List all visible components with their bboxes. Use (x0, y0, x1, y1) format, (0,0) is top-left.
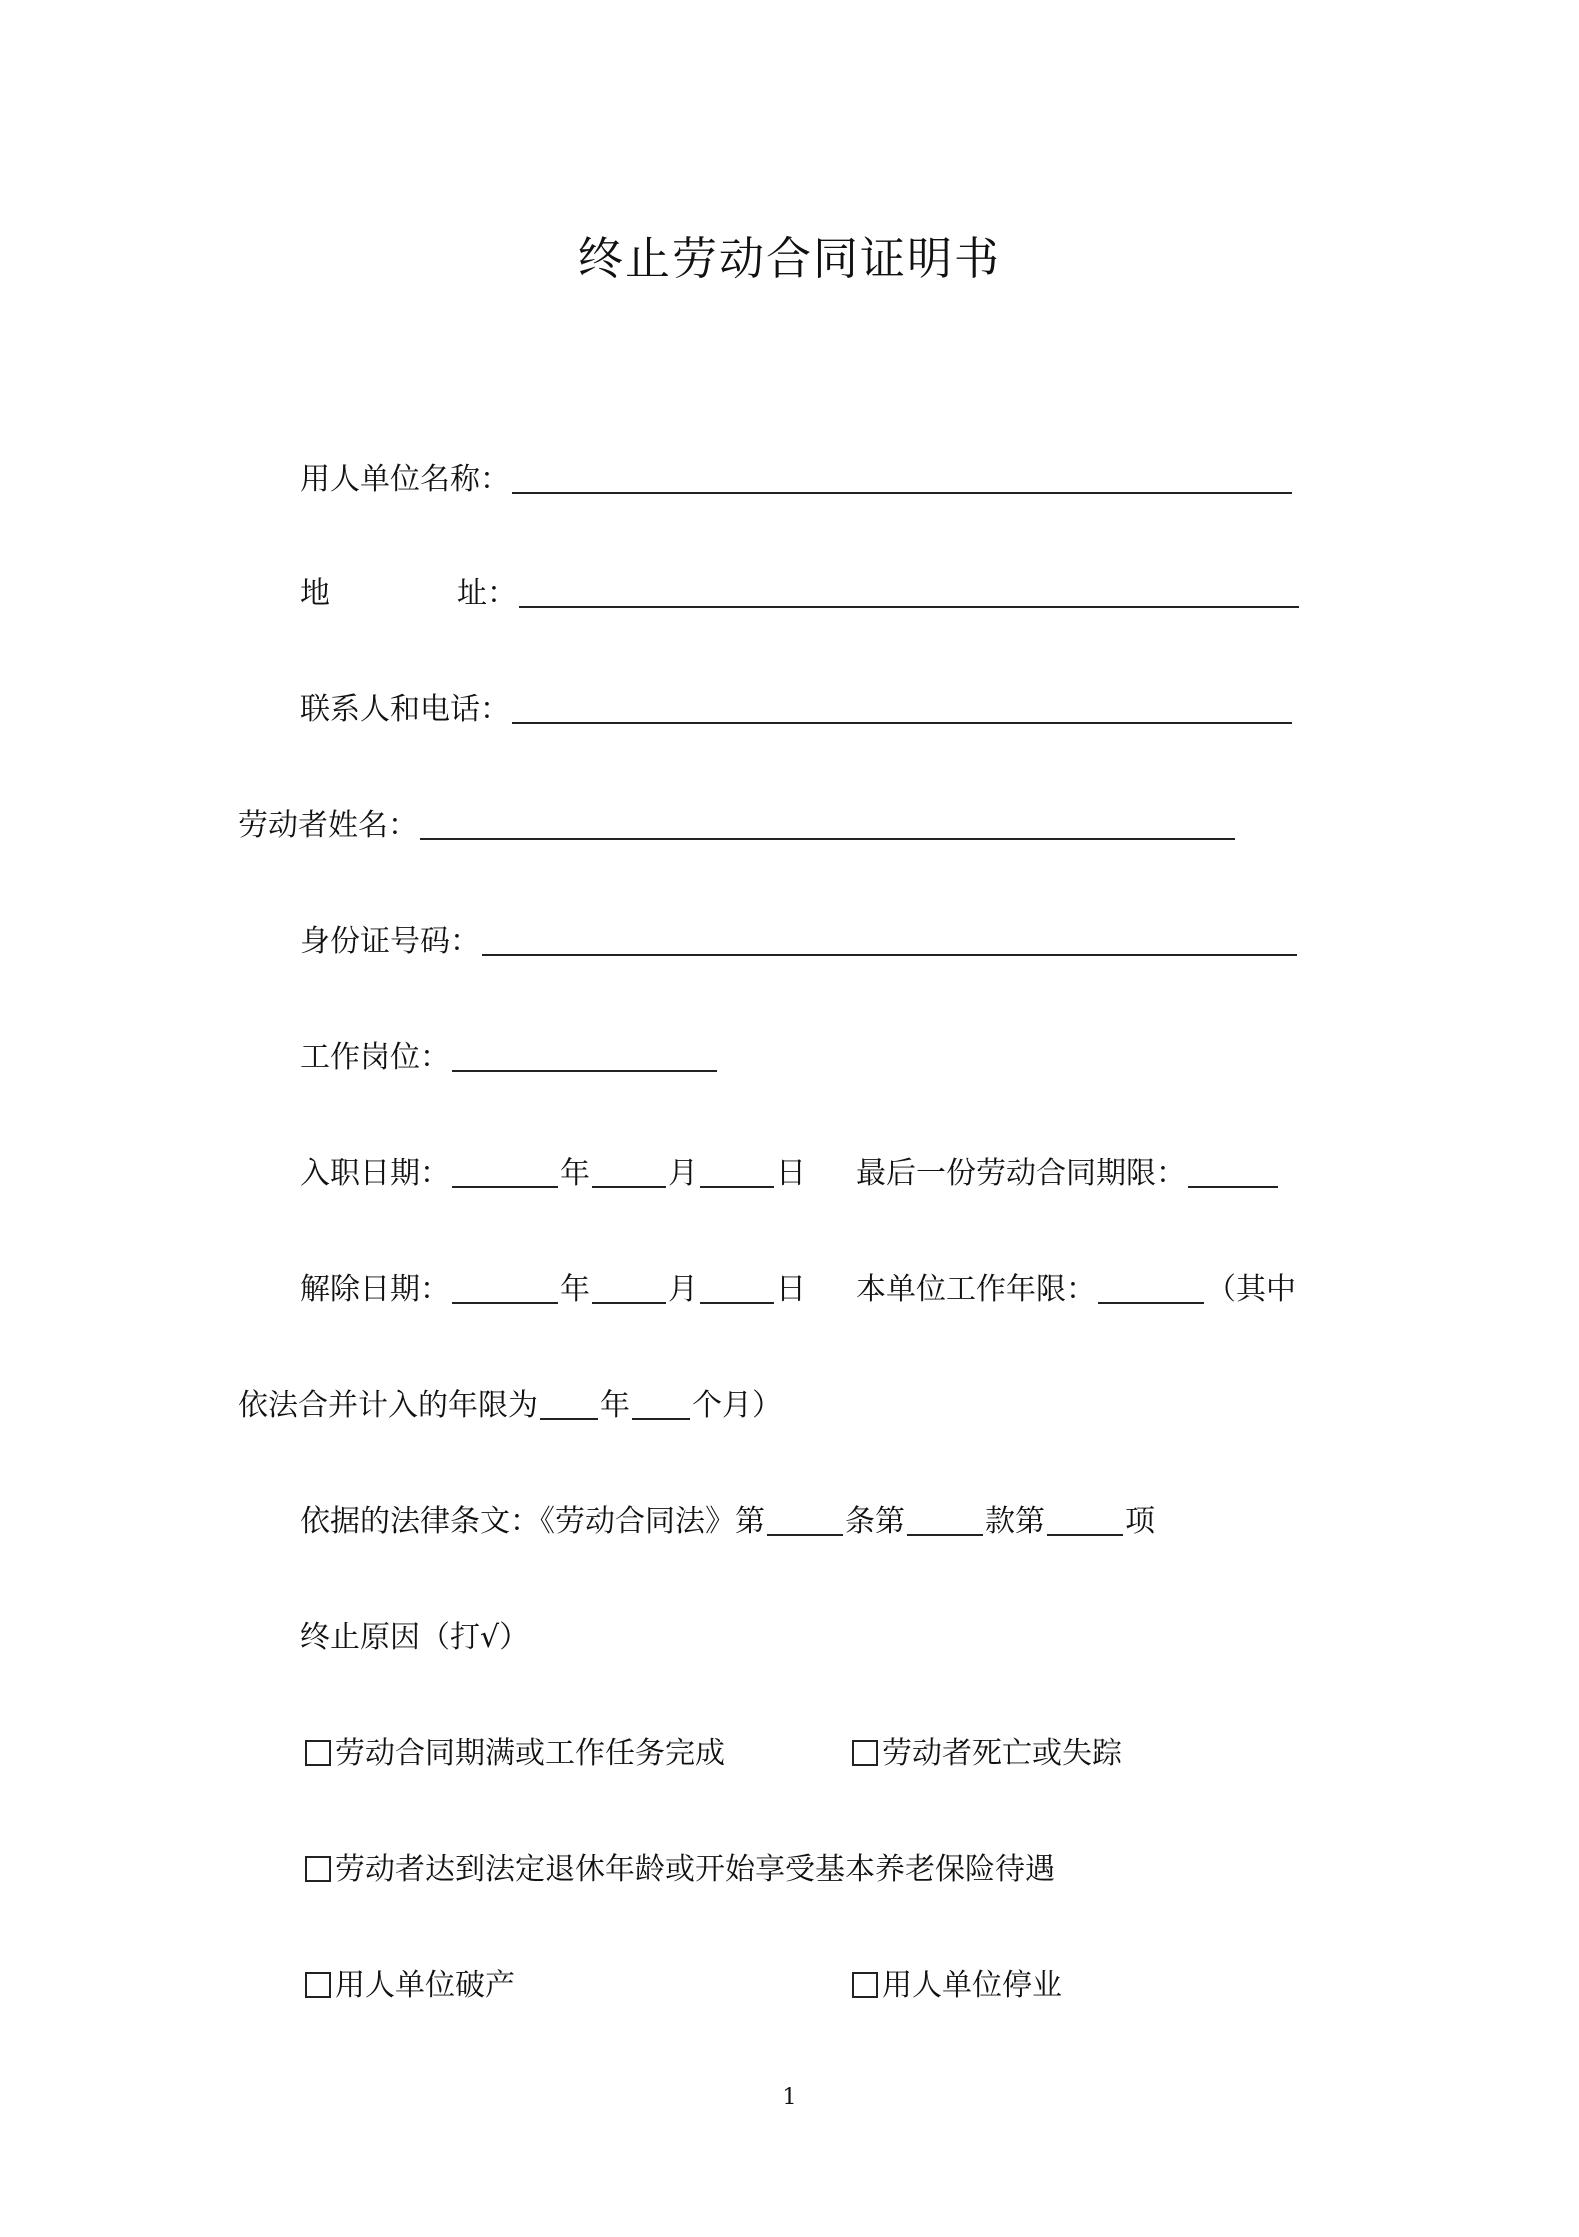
reason-option-retirement[interactable] (305, 1850, 1055, 1890)
contract-term-field[interactable] (1188, 1156, 1278, 1188)
worker-name-row (238, 806, 1237, 846)
reason-label: 劳动者死亡或失踪 (882, 1736, 1122, 1771)
termination-year-field[interactable] (452, 1272, 558, 1304)
entry-month-unit: 月 (668, 1156, 698, 1191)
entry-day-unit: 日 (776, 1156, 806, 1191)
reason-label: 用人单位破产 (335, 1968, 515, 2003)
termination-year-unit: 年 (560, 1272, 590, 1307)
reason-option-business-closure[interactable] (852, 1966, 1062, 2006)
reason-option-worker-deceased[interactable] (852, 1734, 1122, 1774)
contact-row (300, 690, 1294, 730)
law-article-field[interactable] (767, 1504, 843, 1536)
reason-option-contract-expired[interactable] (305, 1734, 725, 1774)
merged-tenure-prefix: 依法合并计入的年限为 (238, 1388, 538, 1423)
merged-month-field[interactable] (632, 1388, 690, 1420)
law-basis-prefix: 依据的法律条文：《劳动合同法》第 (300, 1504, 765, 1539)
contact-label: 联系人和电话： (300, 692, 510, 727)
law-article-unit: 条第 (845, 1504, 905, 1539)
entry-day-field[interactable] (700, 1156, 774, 1188)
address-label-start: 地 (300, 576, 330, 611)
termination-month-field[interactable] (592, 1272, 666, 1304)
position-field[interactable] (452, 1040, 717, 1072)
entry-date-row (300, 1154, 1280, 1194)
law-item-field[interactable] (1047, 1504, 1123, 1536)
merged-month-suffix: 个月） (692, 1388, 782, 1423)
worker-name-field[interactable] (420, 808, 1235, 840)
merged-tenure-row (238, 1386, 782, 1426)
tenure-field[interactable] (1098, 1272, 1204, 1304)
law-paragraph-unit: 款第 (985, 1504, 1045, 1539)
law-basis-row (300, 1502, 1155, 1542)
address-field[interactable] (519, 576, 1299, 608)
id-number-row (300, 922, 1299, 962)
termination-month-unit: 月 (668, 1272, 698, 1307)
entry-date-label: 入职日期： (300, 1156, 450, 1191)
law-paragraph-field[interactable] (907, 1504, 983, 1536)
termination-date-row (300, 1270, 1296, 1310)
merged-year-unit: 年 (600, 1388, 630, 1423)
employer-name-label: 用人单位名称： (300, 462, 510, 497)
address-row (300, 574, 1301, 614)
reason-heading: 终止原因（打√） (300, 1620, 530, 1655)
contact-field[interactable] (512, 692, 1292, 724)
position-row (300, 1038, 719, 1078)
id-number-label: 身份证号码： (300, 924, 480, 959)
page-title: 终止劳动合同证明书 (577, 232, 1001, 285)
termination-day-field[interactable] (700, 1272, 774, 1304)
entry-month-field[interactable] (592, 1156, 666, 1188)
checkbox-icon[interactable] (852, 1972, 878, 1998)
employer-name-row (300, 460, 1294, 500)
law-item-unit: 项 (1125, 1504, 1155, 1539)
reason-label: 劳动者达到法定退休年龄或开始享受基本养老保险待遇 (335, 1852, 1055, 1887)
reason-label: 用人单位停业 (882, 1968, 1062, 2003)
page-number: 1 (782, 2085, 797, 2110)
worker-name-label: 劳动者姓名： (238, 808, 418, 843)
address-label-end: 址： (457, 576, 517, 611)
entry-year-field[interactable] (452, 1156, 558, 1188)
tenure-label: 本单位工作年限： (856, 1272, 1096, 1307)
checkbox-icon[interactable] (305, 1740, 331, 1766)
tenure-suffix: （其中 (1206, 1272, 1296, 1307)
employer-name-field[interactable] (512, 462, 1292, 494)
termination-date-label: 解除日期： (300, 1272, 450, 1307)
reason-option-bankruptcy[interactable] (305, 1966, 515, 2006)
checkbox-icon[interactable] (305, 1972, 331, 1998)
entry-year-unit: 年 (560, 1156, 590, 1191)
termination-day-unit: 日 (776, 1272, 806, 1307)
reason-label: 劳动合同期满或工作任务完成 (335, 1736, 725, 1771)
position-label: 工作岗位： (300, 1040, 450, 1075)
checkbox-icon[interactable] (852, 1740, 878, 1766)
checkbox-icon[interactable] (305, 1856, 331, 1882)
id-number-field[interactable] (482, 924, 1297, 956)
contract-term-label: 最后一份劳动合同期限： (856, 1156, 1186, 1191)
merged-year-field[interactable] (540, 1388, 598, 1420)
